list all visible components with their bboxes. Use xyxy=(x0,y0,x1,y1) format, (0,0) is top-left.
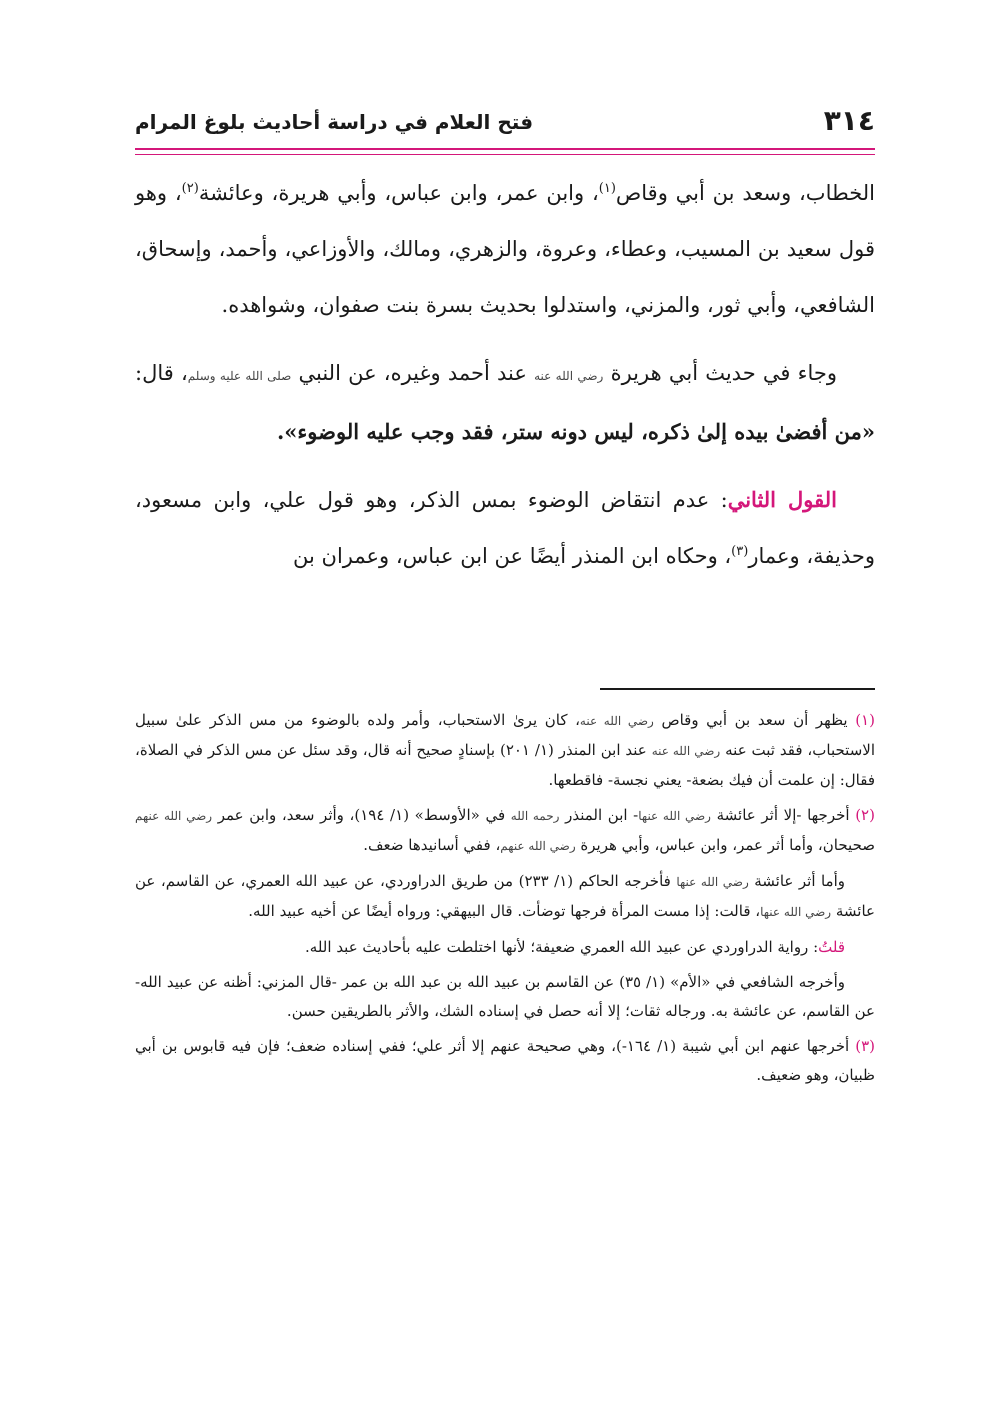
footnote-separator xyxy=(600,688,875,690)
honorific-glyph: صلى الله عليه وسلم xyxy=(187,369,292,383)
footnote-number: (٢) xyxy=(855,806,875,824)
remark-label: قلتُ xyxy=(818,938,845,956)
footnote-ref-3[interactable]: (٣) xyxy=(731,544,749,559)
footnote-2-remark: قلتُ: رواية الدراوردي عن عبيد الله العمري ضعيفة؛ لأنها اختلطت عليه بأحاديث عبد الله. xyxy=(305,938,845,956)
footnote-2-continuation: وأما أثر عائشة رضي الله عنها فأخرجه الحاكم (١/ ٢٣٣) من طريق الدراوردي، عن عبيد الله العمري، عن القاسم، عن عائشة رضي الله عنها، قالت: إذا مست المرأة فرجها توضأت. قال البيهقي: ورواه أيضًا عن أخيه عبيد الله. xyxy=(135,872,875,920)
footnote-number: (١) xyxy=(855,711,875,729)
honorific-glyph: رحمه الله xyxy=(510,809,560,823)
honorific-glyph: رضي الله عنها xyxy=(760,905,832,919)
hadith-quote: «من أفضىٰ بيده إلىٰ ذكره، ليس دونه ستر، فقد وجب عليه الوضوء». xyxy=(276,419,875,444)
honorific-glyph: رضي الله عنها xyxy=(638,809,711,823)
footnote-1: (١) يظهر أن سعد بن أبي وقاص رضي الله عنه، كان يرىٰ الاستحباب، وأمر ولده بالوضوء من مس الذكر علىٰ سبيل الاستحباب، فقد ثبت عنه رضي الله عنه عند ابن المنذر (١/ ٢٠١) بإسنادٍ صحيح أنه قال، وقد سئل عن مس الذكر في الصلاة، فقال: إن علمت أن فيك بضعة- يعني نجسة- فاقطعها. xyxy=(135,711,875,789)
page-number: ٣١٤ xyxy=(823,104,875,137)
honorific-glyph: رضي الله عنه xyxy=(579,714,654,728)
footnote-ref-2[interactable]: (٢) xyxy=(181,181,199,196)
honorific-glyph: رضي الله عنه xyxy=(534,369,604,383)
header-rule-thin xyxy=(135,154,875,155)
page-header xyxy=(135,100,875,146)
footnote-3: (٣) أخرجها عنهم ابن أبي شيبة (١/ ١٦٤-)، وهي صحيحة عنهم إلا أثر علي؛ ففي إسناده ضعف؛ فإن فيه قابوس بن أبي ظبيان، وهو ضعيف. xyxy=(135,1037,875,1084)
footnote-2-additional: وأخرجه الشافعي في «الأم» (١/ ٣٥) عن القاسم بن عبيد الله بن عبد الله بن عمر -قال المزني: أظنه عن عبيد الله- عن القاسم، عن عائشة به. ورجاله ثقات؛ إلا أنه حصل في إسناده الشك، والأثر بالطريقين حسن. xyxy=(135,973,875,1020)
main-text xyxy=(135,165,875,596)
footnote-ref-1[interactable]: (١) xyxy=(598,181,616,196)
honorific-glyph: رضي الله عنهم xyxy=(135,809,213,823)
footnote-2: (٢) أخرجها -إلا أثر عائشة رضي الله عنها- ابن المنذر رحمه الله في «الأوسط» (١/ ١٩٤)، وأثر سعد، وابن عمر رضي الله عنهم صحيحان، وأما أثر عمر، وابن عباس، وأبي هريرة رضي الله عنهم، ففي أسانيدها ضعف. xyxy=(135,806,875,854)
paragraph-1: الخطاب، وسعد بن أبي وقاص$^{(١)}$، وابن عمر، وابن عباس، وأبي هريرة، وعائشة$^{(٢)}$، وهو قول سعيد بن المسيب، وعطاء، وعروة، والزهري، ومالك، والأوزاعي، وأحمد، وإسحاق، الشافعي، وأبي ثور، والمزني، واستدلوا بحديث بسرة بنت صفوان، وشواهده. xyxy=(135,181,875,317)
paragraph-2: وجاء في حديث أبي هريرة رضي الله عنه عند أحمد وغيره، عن النبي صلى الله عليه وسلم، قال: «من أفضىٰ بيده إلىٰ ذكره، ليس دونه ستر، فقد وجب عليه الوضوء». xyxy=(135,361,875,444)
honorific-glyph: رضي الله عنه xyxy=(651,744,721,758)
section-label: القول الثاني xyxy=(727,487,837,512)
footnotes xyxy=(135,706,875,1096)
book-title: فتح العلام في دراسة أحاديث بلوغ المرام xyxy=(135,110,534,134)
header-rule-thick xyxy=(135,148,875,150)
paragraph-3: القول الثاني: عدم انتقاض الوضوء بمس الذكر، وهو قول علي، وابن مسعود، وحذيفة، وعمار$^{(٣)}$، وحكاه ابن المنذر أيضًا عن ابن عباس، وعمران بن xyxy=(135,487,875,568)
footnote-number: (٣) xyxy=(855,1037,875,1055)
honorific-glyph: رضي الله عنهم xyxy=(500,839,576,853)
honorific-glyph: رضي الله عنها xyxy=(676,875,749,889)
